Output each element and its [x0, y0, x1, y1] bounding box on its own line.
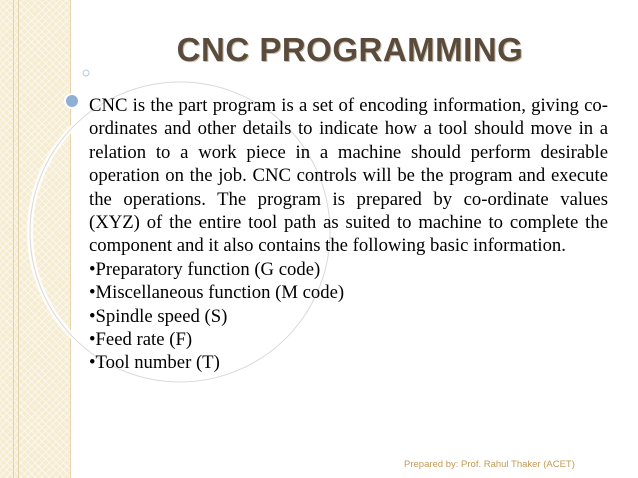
footer-credit: Prepared by: Prof. Rahul Thaker (ACET)	[404, 459, 575, 470]
small-circle-icon	[83, 70, 89, 76]
list-item: •Tool number (T)	[89, 352, 220, 374]
band-divider-line	[70, 0, 71, 478]
left-decorative-band	[0, 0, 70, 478]
list-item: •Feed rate (F)	[89, 329, 193, 351]
band-divider-line	[13, 0, 14, 478]
body-paragraph: CNC is the part program is a set of encoding information, giving co-ordinates and other details to indicate how a tool should move in a relation to a work piece in a machine should perform desirable operation on the job. CNC controls will be the program and execute the operations. The program is prepared by co-ordinate values (XYZ) of the entire tool path as suited to machine to complete the component and it also contains the following basic information.	[89, 95, 608, 257]
band-divider-line	[18, 0, 19, 478]
list-item: •Preparatory function (G code)	[89, 258, 321, 280]
list-item: •Spindle speed (S)	[89, 305, 228, 327]
bullet-list	[89, 258, 608, 375]
list-item: •Miscellaneous function (M code)	[89, 282, 345, 304]
slide-title: CNC PROGRAMMING	[176, 31, 524, 68]
slide-body	[89, 94, 608, 375]
